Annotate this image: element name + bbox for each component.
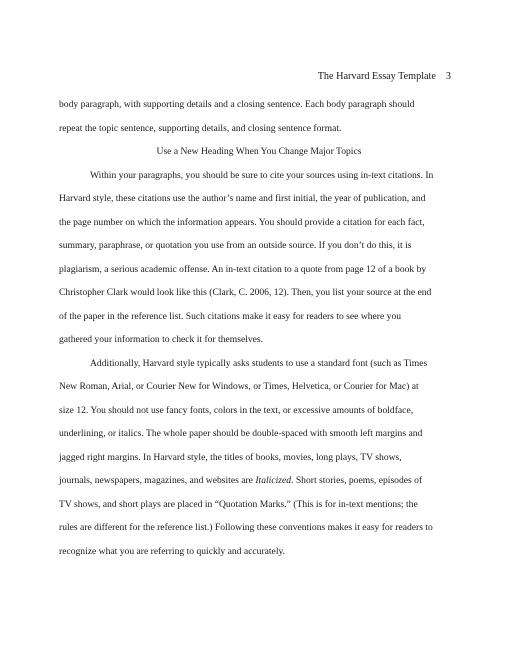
italic-text: Italicized: [255, 475, 292, 486]
paragraph-formatting: [59, 352, 459, 564]
paragraph-citations: [59, 164, 459, 352]
text-line: body paragraph, with supporting details and a closing sentence. Each body paragraph should: [59, 99, 415, 110]
text-line: gathered your information to check it for themselves.: [59, 334, 264, 345]
text-line: plagiarism, a serious academic offense. An in-text citation to a quote from page 12 of a book by: [59, 263, 427, 275]
page-number: 3: [445, 71, 451, 82]
text-segment: journals, newspapers, magazines, and websites are: [59, 475, 256, 486]
running-head: [318, 70, 451, 84]
text-line: Within your paragraphs, you should be sure to cite your sources using in-text citations. In: [90, 169, 434, 181]
text-line: jagged right margins. In Harvard style, the titles of books, movies, long plays, TV shows,: [59, 451, 402, 463]
text-line: Additionally, Harvard style typically asks students to use a standard font (such as Times: [90, 357, 428, 369]
text-segment: . Short stories, poems, episodes of: [291, 475, 423, 486]
text-line: underlining, or italics. The whole paper should be double-spaced with smooth left margins and: [59, 428, 423, 439]
text-line: of the paper in the reference list. Such citations make it easy for readers to see where you: [59, 310, 402, 322]
text-line: the page number on which the information appears. You should provide a citation for each fact,: [59, 216, 425, 228]
text-line: New Roman, Arial, or Courier New for Windows, or Times, Helvetica, or Courier for Mac) at: [59, 381, 419, 392]
text-line: summary, paraphrase, or quotation you use from an outside source. If you don’t do this, it is: [59, 240, 412, 251]
text-line-with-italic: [59, 469, 459, 493]
text-line: size 12. You should not use fancy fonts, colors in the text, or excessive amounts of boldface,: [59, 404, 414, 416]
text-line: Harvard style, these citations use the author’s name and first initial, the year of publication, and: [59, 193, 426, 204]
text-line: TV shows, and short plays are placed in “Quotation Marks.” (This is for in-text mentions; the: [59, 498, 418, 510]
text-line: recognize what you are referring to quickly and accurately.: [59, 545, 286, 557]
running-head-title: The Harvard Essay Template: [317, 71, 436, 82]
section-heading: Use a New Heading When You Change Major Topics: [156, 146, 362, 157]
text-line: repeat the topic sentence, supporting details, and closing sentence format.: [59, 122, 342, 134]
body-text: [59, 93, 459, 563]
text-line: Christopher Clark would look like this (Clark, C. 2006, 12). Then, you list your source at the end: [59, 287, 432, 298]
text-line: rules are different for the reference list.) Following these conventions makes it easy for readers to: [59, 522, 433, 533]
paragraph-continued: [59, 93, 459, 140]
